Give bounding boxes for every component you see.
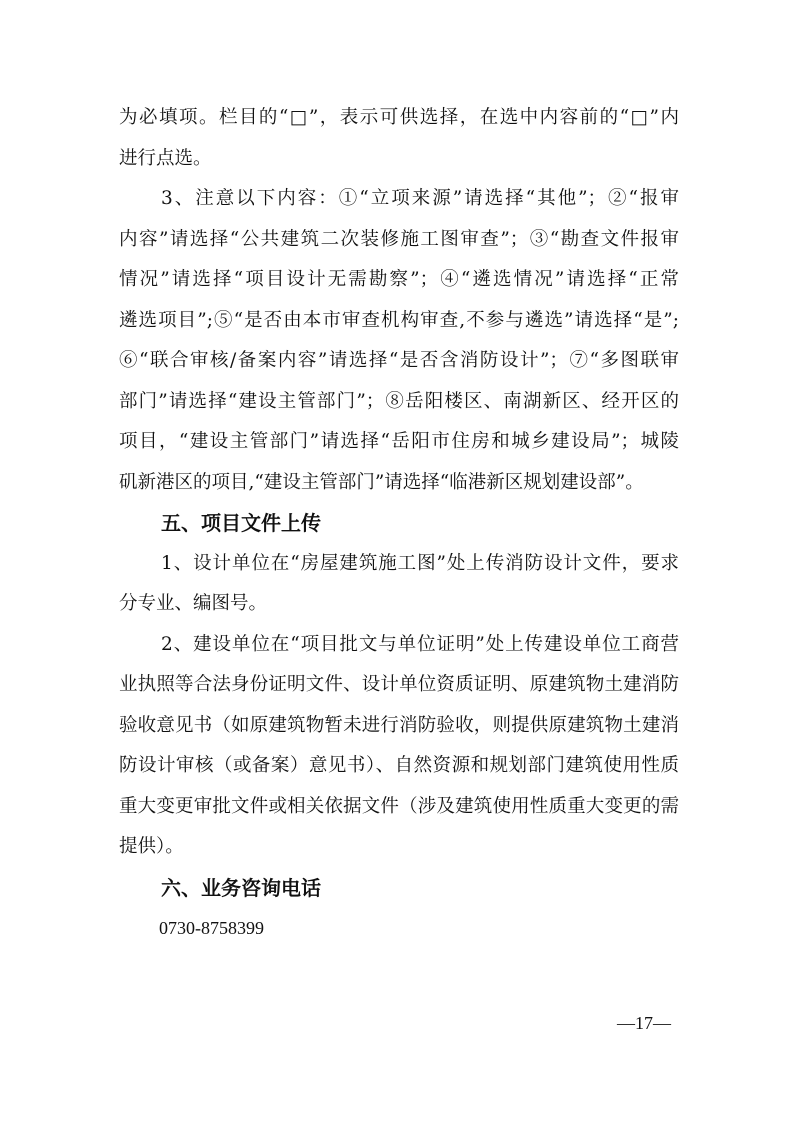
text-line: 为必填项。栏目的“□”，表示可供选择，在选中内容前的“□”内: [119, 107, 679, 128]
section-heading-consult-phone: 六、业务咨询电话: [161, 875, 321, 900]
text-line: 业执照等合法身份证明文件、设计单位资质证明、原建筑物土建消防: [119, 674, 679, 695]
paragraph-block-file-upload: [119, 544, 679, 868]
text-line: 内容”请选择“公共建筑二次装修施工图审查”；③“勘查文件报审: [119, 228, 679, 250]
text-line: 3、注意以下内容：①“立项来源”请选择“其他”；②“报审: [161, 188, 679, 209]
text-line: ⑥“联合审核/备案内容”请选择“是否含消防设计”；⑦“多图联审: [119, 350, 679, 371]
consult-phone-number: 0730-8758399: [159, 918, 264, 938]
text-line: 1、设计单位在“房屋建筑施工图”处上传消防设计文件，要求: [161, 552, 679, 574]
text-line: 情况”请选择“项目设计无需勘察”；④“遴选情况”请选择“正常: [119, 269, 679, 290]
page-number: —17—: [617, 1013, 671, 1033]
document-body: [119, 98, 679, 949]
text-line: 进行点选。: [119, 147, 212, 169]
section-heading-file-upload: 五、项目文件上传: [161, 511, 321, 535]
text-line: 遴选项目”;⑤“是否由本市审查机构审查,不参与遴选”请选择“是”;: [119, 309, 679, 331]
text-line: 项目，“建设主管部门”请选择“岳阳市住房和城乡建设局”；城陵: [119, 431, 679, 452]
text-line: 防设计审核（或备案）意见书）、自然资源和规划部门建筑使用性质: [119, 755, 679, 776]
text-line: 提供）。: [119, 836, 184, 857]
text-line: 重大变更审批文件或相关依据文件（涉及建筑使用性质重大变更的需: [119, 795, 679, 817]
paragraph-block-notes: [119, 98, 679, 503]
text-line: 分专业、编图号。: [119, 593, 268, 614]
text-line: 2、建设单位在“项目批文与单位证明”处上传建设单位工商营: [161, 633, 679, 655]
text-line: 验收意见书（如原建筑物暂未进行消防验收，则提供原建筑物土建消: [119, 714, 679, 736]
text-line: 矶新港区的项目,“建设主管部门”请选择“临港新区规划建设部”。: [119, 471, 644, 493]
text-line: 部门”请选择“建设主管部门”；⑧岳阳楼区、南湖新区、经开区的: [119, 390, 679, 412]
